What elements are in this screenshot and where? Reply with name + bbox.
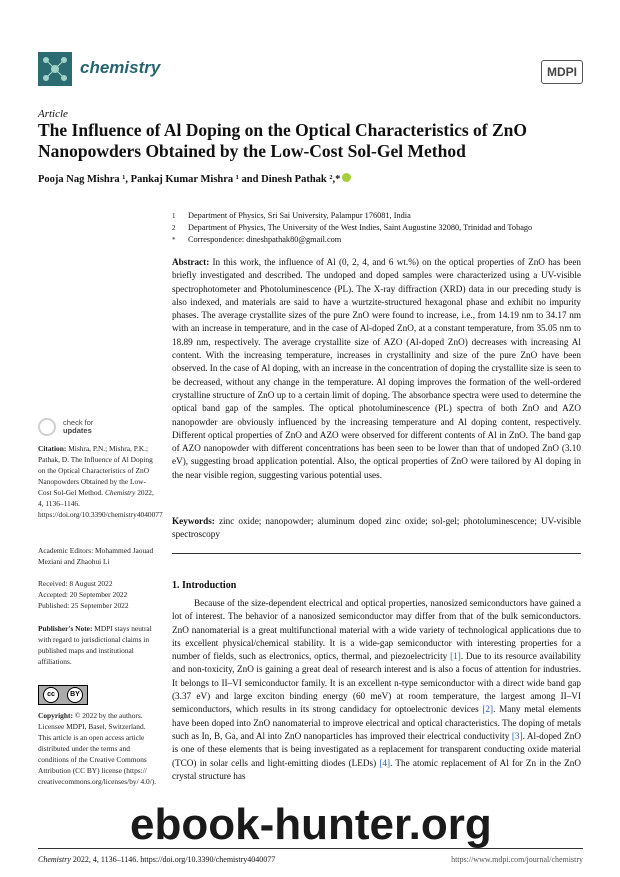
- citation-link[interactable]: [2]: [482, 704, 494, 715]
- keywords-text: zinc oxide; nanopowder; aluminum doped zinc oxide; sol-gel; photoluminescence; UV-visible spectroscopy: [172, 516, 581, 540]
- publisher-note-text: MDPI stays neutral with regard to jurisdictional claims in published maps and institutional affiliations.: [38, 624, 152, 666]
- affiliation: [172, 210, 592, 222]
- footer-journal: Chemistry: [38, 855, 71, 864]
- publisher-note: [38, 623, 158, 667]
- accepted-date: Accepted: 20 September 2022: [38, 590, 128, 599]
- citation-journal: Chemistry: [104, 488, 136, 497]
- by-icon: BY: [67, 687, 83, 703]
- footer-journal-link[interactable]: https://www.mdpi.com/journal/chemistry: [451, 855, 583, 864]
- affiliation-text: Department of Physics, Sri Sai University, Palampur 176081, India: [188, 211, 411, 220]
- affiliation: [172, 234, 592, 246]
- citation-link[interactable]: [4]: [379, 757, 391, 768]
- received-date: Received: 8 August 2022: [38, 579, 113, 588]
- abstract-label: Abstract:: [172, 257, 210, 267]
- footer-citation: [38, 855, 275, 864]
- correspondence-text[interactable]: Correspondence: dineshpathak80@gmail.com: [188, 235, 342, 244]
- cc-icon: cc: [43, 687, 59, 703]
- intro-part: . Al-doped ZnO is one of these elements that is being investigated as a replacement for transparent conducting oxide material (TCO) in solar cells and light-emitting diodes (LEDs): [172, 730, 581, 768]
- mdpi-logo[interactable]: MDPI: [541, 60, 583, 84]
- orcid-icon[interactable]: [342, 173, 351, 182]
- abstract: [172, 256, 581, 482]
- intro-part: . Due to its resource availability and non-toxicity, ZnO is gaining a great deal of research interest and is also a focus of attention for industries. It belongs to II–VI semiconductor family. It is an excellent n-type semiconductor with a direct wide band gap (3.37 eV) and large exciton binding energy (60 meV) at room temperature, the largest among II–VI semiconductors, which results in its strong candidacy for optoelectronic devices: [172, 651, 581, 715]
- copyright-text: © 2022 by the authors. Licensee MDPI, Basel, Switzerland. This article is an open access article distributed under the terms and conditions of the Creative Commons Attribution (CC BY) license (https:// creativecommons.org/licenses/by/ 4.0/).: [38, 711, 157, 786]
- affiliations: [172, 210, 592, 246]
- citation-volume: 2022, 4, 1136–1146.: [38, 488, 154, 508]
- journal-molecule-icon: [38, 52, 72, 86]
- affiliation-mark: 2: [172, 224, 176, 232]
- affiliation-mark: *: [172, 236, 176, 244]
- intro-part: . The atomic replacement of Al for Zn in the ZnO crystal structure has: [172, 757, 581, 781]
- keywords: [172, 515, 581, 542]
- keywords-label: Keywords:: [172, 516, 215, 526]
- check-label-line: updates: [63, 426, 92, 436]
- citation-doi-link[interactable]: https://doi.org/10.3390/chemistry4040077: [38, 510, 163, 519]
- citation-label: Citation:: [38, 444, 67, 453]
- section-heading: 1. Introduction: [172, 580, 237, 591]
- cc-by-license-badge[interactable]: [38, 685, 88, 705]
- footer-doi[interactable]: 2022, 4, 1136–1146. https://doi.org/10.3390/chemistry4040077: [72, 855, 276, 864]
- publisher-note-label: Publisher's Note:: [38, 624, 93, 633]
- check-updates-label: [63, 419, 93, 435]
- divider: [172, 553, 581, 554]
- authors-text: Pooja Nag Mishra ¹, Pankaj Kumar Mishra ¹ and Dinesh Pathak ²,*: [38, 174, 341, 185]
- journal-name[interactable]: chemistry: [80, 58, 161, 77]
- citation-link[interactable]: [1]: [450, 651, 461, 662]
- article-title: The Influence of Al Doping on the Optical Characteristics of ZnO Nanopowders Obtained by the Low-Cost Sol-Gel Method: [38, 120, 528, 161]
- intro-part: Because of the size-dependent electrical and optical properties, nanosized semiconductors have gained a lot of interest. The behavior of a nanosized semiconductor may differ from that of the bulk semiconductors. ZnO nanomaterial is a great multifunctional material with a wide variety of technological applications due to its excellent physical/chemical stability. It is a wide-gap semiconductor with interesting properties for a number of fields, such as electronics, optics, thermal, and piezoelectricity: [172, 598, 581, 662]
- published-date: Published: 25 September 2022: [38, 601, 129, 610]
- affiliation-text: Department of Physics, The University of the West Indies, Saint Augustine 32080, Trinidad and Tobago: [188, 223, 533, 232]
- check-for-updates-button[interactable]: [38, 418, 93, 436]
- check-label-line: check for: [63, 418, 94, 428]
- intro-part: . Many metal elements have been doped into ZnO nanomaterial to improve electrical and optical characteristics. The doping of metals such as In, B, Ga, and Al into ZnO nanoparticles has improved their electrical conductivity: [172, 704, 582, 741]
- citation-text: Mishra, P.N.; Mishra, P.K.; Pathak, D. The Influence of Al Doping on the Optical Characteristics of ZnO Nanopowders Obtained by the Low-Cost Sol-Gel Method.: [38, 444, 153, 497]
- article-type: Article: [38, 108, 68, 120]
- citation-link[interactable]: [3]: [511, 730, 523, 741]
- abstract-text: In this work, the influence of Al (0, 2, 4, and 6 wt.%) on the optical properties of ZnO has been briefly investigated and described. The undoped and doped samples were characterized using a UV-visible spectrophotometer and Photoluminescence (PL). The X-ray diffraction (XRD) data in our preceding study is also indexed, and materials are said to have a wurtzite-structured hexagonal phase and exhibit no impurity phases. The average crystallite sizes of the pure ZnO were found to increase, i.e., from 14.19 nm to 34.17 nm with an increase in temperature, and in the case of Al-doped ZnO, at a constant temperature, from 35.05 nm to 18.89 nm, respectively. The average crystallite size of AZO (Al-doped ZnO) decreases with increasing Al content. With the increasing temperature, increases in crystallinity and size of the pure ZnO have been observed. In the case of Al doping, with an increase in the concentration of doping the crystallite size is seen to be decreased, without any change in the temperature. Al doping improves the formation of the well-ordered crystalline structure of ZnO up to a certain limit of doping. The absorbance spectra were used to determine the optical band gap of the samples. The optical photoluminescence (PL) spectra of both ZnO and AZO nanopowder are obviously influenced by the increasing temperature and Al doping content, respectively. Different optical properties of ZnO and AZO were observed for different contents of Al in ZnO. The band gap of AZO nanopowder with different concentrations has been seen to be lower than that of undoped ZnO (3.10 eV), suggesting broad application potential. Also, the optical properties of ZnO were tailored by Al doping in the near visible region, suggesting various potential uses.: [172, 257, 581, 480]
- copyright-label: Copyright:: [38, 711, 73, 720]
- author-list: [38, 173, 351, 185]
- copyright-block: [38, 710, 158, 787]
- affiliation: [172, 222, 592, 234]
- dates-block: [38, 578, 158, 611]
- check-updates-icon: [38, 418, 56, 436]
- affiliation-mark: 1: [172, 212, 176, 220]
- introduction-text: [172, 597, 581, 783]
- academic-editors: Academic Editors: Mohammed Jaouad Meziani and Zhaohui Li: [38, 546, 154, 566]
- watermark-text: ebook-hunter.org: [130, 800, 492, 849]
- citation-block: [38, 443, 163, 520]
